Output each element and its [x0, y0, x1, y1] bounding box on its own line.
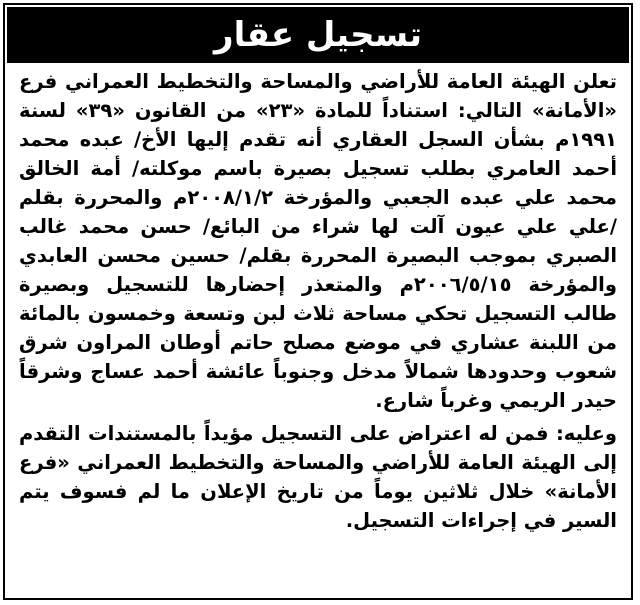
- text-line: «الأمانة» التالي: استناداً للمادة «٢٣» من القانون «٣٩» لسنة: [19, 99, 617, 122]
- text-line: الأمانة» خلال ثلاثين يوماً من تاريخ الإعلان ما لم فسوف يتم: [19, 480, 617, 503]
- text-line: السير في إجراءات التسجيل.: [345, 509, 617, 532]
- notice-body: [19, 67, 617, 535]
- text-line: إلى الهيئة العامة للأراضي والمساحة والتخطيط العمراني «فرع: [19, 451, 617, 474]
- text-line: ١٩٩١م بشأن السجل العقاري أنه تقدم إليها الأخ/ عبده محمد: [19, 128, 617, 151]
- text-line: حيدر الريمي وغرباً شارع.: [375, 389, 617, 412]
- text-line: والمؤرخة ٢٠٠٦/٥/١٥م والمتعذر إحضارها للتسجيل وبصيرة: [19, 273, 617, 296]
- text-line: طالب التسجيل تحكي مساحة ثلاث لبن وتسعة وخمسون بالمائة: [19, 302, 617, 325]
- text-line: أحمد العامري بطلب تسجيل بصيرة باسم موكلته/ أمة الخالق: [19, 157, 617, 180]
- notice-box: [3, 3, 633, 600]
- text-line: محمد علي عبده الجعبي والمؤرخة ٢٠٠٨/١/٢م والمحررة بقلم: [19, 186, 617, 209]
- text-line: من اللبنة عشاري في موضع مصلح حاتم أوطان المراون شرق: [19, 331, 617, 354]
- text-line: شعوب وحدودها شمالاً مدخل وجنوباً عائشة أحمد عساج وشرقاً: [19, 360, 617, 383]
- text-line: وعليه: فمن له اعتراض على التسجيل مؤيداً بالمستندات التقدم: [19, 422, 617, 445]
- notice-title: تسجيل عقار: [214, 15, 422, 55]
- header-bar: [7, 7, 629, 63]
- text-line: /علي علي عيون آلت لها شراء من البائع/ حسن محمد غالب: [19, 215, 617, 238]
- text-line: تعلن الهيئة العامة للأراضي والمساحة والتخطيط العمراني فرع: [19, 70, 617, 93]
- text-line: الصبري بموجب البصيرة المحررة بقلم/ حسين محسن العابدي: [19, 244, 617, 267]
